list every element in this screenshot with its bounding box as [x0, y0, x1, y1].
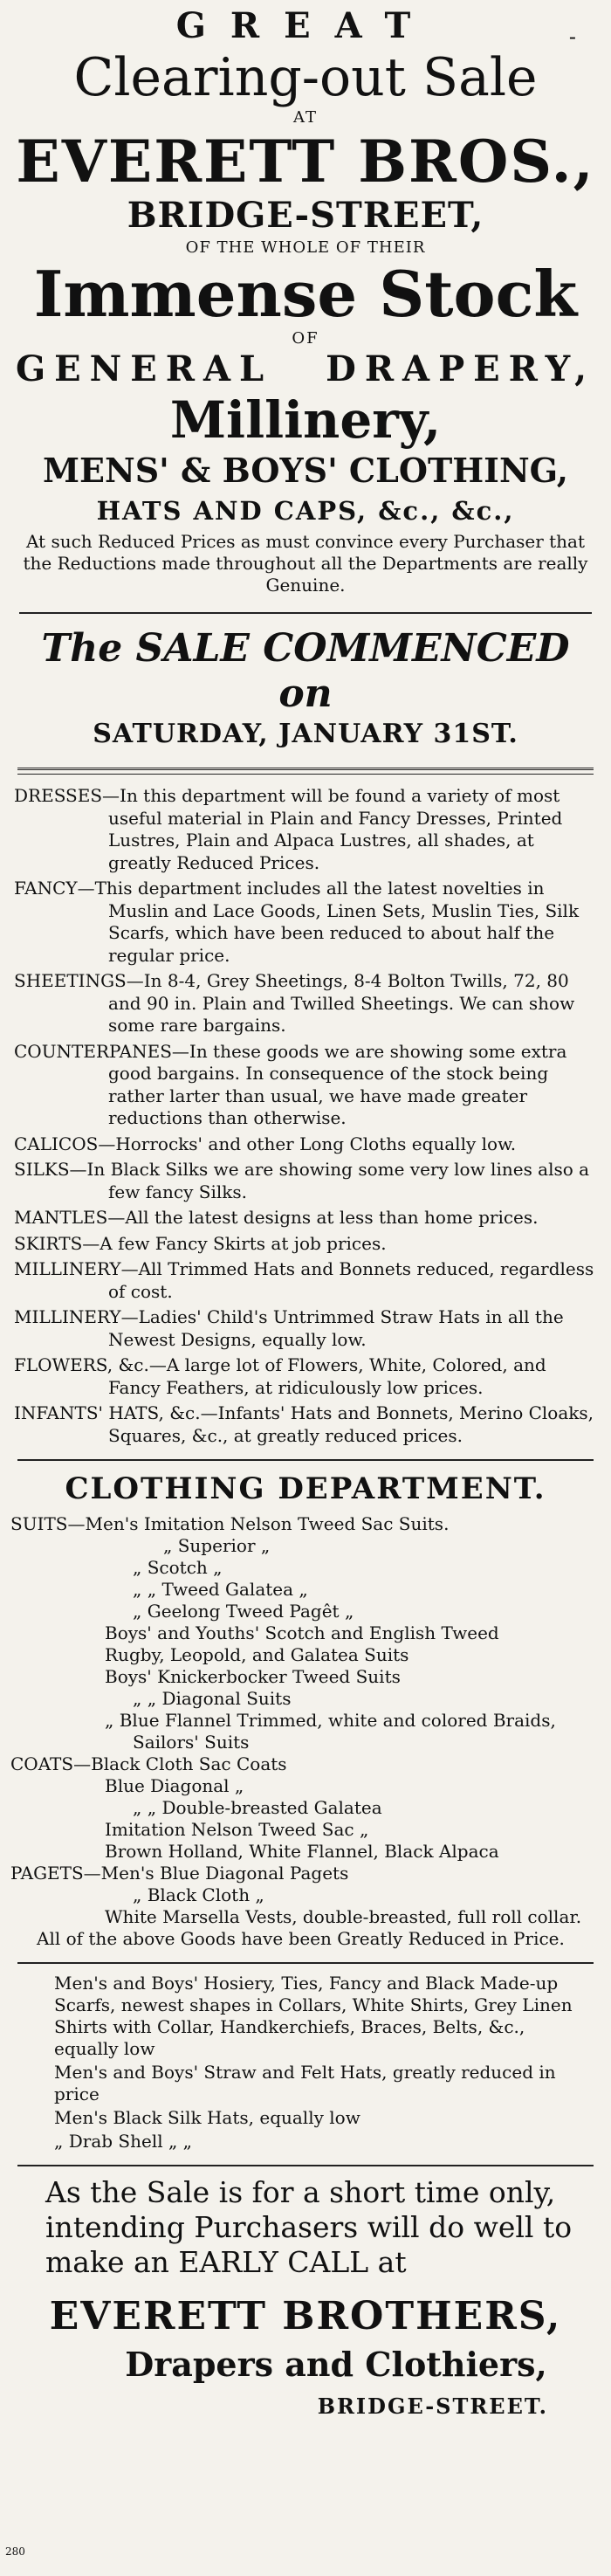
- sale-commenced-heading: The SALE COMMENCED on: [41, 626, 570, 716]
- header-dash: -: [568, 24, 576, 49]
- clothing-line: Rugby, Leopold, and Galatea Suits: [105, 1644, 409, 1665]
- closing-text: As the Sale is for a short time only, intending Purchasers will do well to make an EARLY CALL at: [45, 2175, 573, 2279]
- department-item: MANTLES—All the latest designs at less than home prices.: [14, 1207, 539, 1228]
- department-item: FLOWERS, &c.—A large lot of Flowers, White, Colored, and Fancy Feathers, at ridiculously low prices.: [14, 1354, 546, 1398]
- misc-item: „ Drab Shell „ „: [54, 2131, 193, 2152]
- general-word: GENERAL: [16, 348, 273, 389]
- clothing-line: „ Blue Flannel Trimmed, white and colored Braids,: [105, 1710, 556, 1731]
- clothing-line: COATS—Black Cloth Sac Coats: [10, 1753, 287, 1774]
- clothing-list: [10, 1513, 601, 1928]
- clothing-line: Imitation Nelson Tweed Sac „: [105, 1819, 369, 1840]
- department-item: SHEETINGS—In 8-4, Grey Sheetings, 8-4 Bolton Twills, 72, 80 and 90 in. Plain and Twilled Sheetings. We can show some rare bargains.: [14, 970, 575, 1036]
- sale-date: SATURDAY, JANUARY 31ST.: [93, 719, 518, 749]
- at-label: AT: [292, 108, 319, 127]
- department-item: FANCY—This department includes all the latest novelties in Muslin and Lace Goods, Linen Sets, Muslin Ties, Silk Scarfs, which have been reduced to about half the regular price.: [14, 878, 580, 966]
- double-divider: [17, 768, 594, 775]
- divider: [19, 612, 592, 614]
- clothing-line: „ „ Diagonal Suits: [133, 1688, 292, 1709]
- general-drapery-heading: [10, 348, 601, 391]
- clothing-line: „ „ Tweed Galatea „: [133, 1579, 308, 1600]
- firm-name: EVERETT BROS.,: [16, 127, 595, 196]
- footer-firm-name: EVERETT BROTHERS,: [49, 2294, 562, 2338]
- clothing-line: „ Scotch „: [133, 1557, 223, 1578]
- clothing-line: „ Geelong Tweed Pagêt „: [133, 1601, 354, 1622]
- of-label: OF: [292, 329, 319, 348]
- footer-street: BRIDGE-STREET.: [317, 2393, 548, 2419]
- hats-heading: HATS AND CAPS, &c., &c.,: [96, 496, 515, 526]
- misc-list: [10, 1973, 601, 2152]
- clothing-line: Boys' and Youths' Scotch and English Tweed: [105, 1622, 499, 1643]
- misc-item: Men's Black Silk Hats, equally low: [54, 2107, 360, 2128]
- clothing-line: PAGETS—Men's Blue Diagonal Pagets: [10, 1863, 349, 1884]
- clothing-department-heading: CLOTHING DEPARTMENT.: [65, 1471, 546, 1506]
- clothing-line: Brown Holland, White Flannel, Black Alpaca: [105, 1841, 499, 1862]
- whole-of-their-label: OF THE WHOLE OF THEIR: [185, 238, 426, 257]
- department-item: SILKS—In Black Silks we are showing some very low lines also a few fancy Silks.: [14, 1159, 590, 1202]
- divider: [17, 1459, 594, 1461]
- department-item: SKIRTS—A few Fancy Skirts at job prices.: [14, 1232, 387, 1254]
- department-item: COUNTERPANES—In these goods we are showing some extra good bargains. In consequence of the stock being rather larter than usual, we have made greater reductions than otherwise.: [14, 1040, 567, 1128]
- department-item: DRESSES—In this department will be found a variety of most useful material in Plain and Fancy Dresses, Printed Lustres, Plain and Alpaca Lustres, all shades, at greatly Reduced Prices.: [14, 785, 563, 873]
- clothing-line: Sailors' Suits: [133, 1732, 250, 1753]
- footer-trade: Drapers and Clothiers,: [125, 2345, 547, 2384]
- clothing-line: Blue Diagonal „: [105, 1775, 244, 1796]
- clothing-line: „ Superior „: [163, 1535, 271, 1556]
- millinery-heading: Millinery,: [169, 390, 442, 450]
- department-item: MILLINERY—Ladies' Child's Untrimmed Straw Hats in all the Newest Designs, equally low.: [14, 1306, 564, 1350]
- great-heading: GREAT: [175, 5, 436, 46]
- department-list: [10, 785, 601, 1447]
- intro-text: At such Reduced Prices as must convince every Purchaser that the Reductions made throughout all the Departments are really Genuine.: [23, 531, 588, 596]
- clothing-heading: MENS' & BOYS' CLOTHING,: [42, 451, 569, 490]
- department-item: MILLINERY—All Trimmed Hats and Bonnets reduced, regardless of cost.: [14, 1258, 594, 1302]
- divider: [17, 2165, 594, 2166]
- clothing-line: „ „ Double-breasted Galatea: [133, 1797, 382, 1818]
- misc-item: Men's and Boys' Hosiery, Ties, Fancy and Black Made-up Scarfs, newest shapes in Collars, White Shirts, Grey Linen Shirts with Collar, Handkerchiefs, Braces, Belts, &c., equally low: [54, 1973, 573, 2059]
- price-note: All of the above Goods have been Greatly Reduced in Price.: [37, 1928, 565, 1949]
- clothing-line: White Marsella Vests, double-breasted, full roll collar.: [105, 1906, 582, 1927]
- page-number: 280: [5, 2545, 25, 2558]
- immense-stock-heading: Immense Stock: [33, 257, 578, 331]
- clearing-sale-heading: Clearing-out Sale: [73, 47, 538, 108]
- clothing-line: SUITS—Men's Imitation Nelson Tweed Sac Suits.: [10, 1513, 450, 1534]
- department-item: CALICOS—Horrocks' and other Long Cloths equally low.: [14, 1133, 517, 1154]
- department-item: INFANTS' HATS, &c.—Infants' Hats and Bonnets, Merino Cloaks, Squares, &c., at greatly reduced prices.: [14, 1402, 594, 1446]
- drapery-word: DRAPERY,: [326, 348, 595, 389]
- street-name: BRIDGE-STREET,: [127, 195, 484, 236]
- clothing-line: „ Black Cloth „: [133, 1884, 264, 1905]
- divider: [17, 1962, 594, 1964]
- clothing-line: Boys' Knickerbocker Tweed Suits: [105, 1666, 401, 1687]
- misc-item: Men's and Boys' Straw and Felt Hats, greatly reduced in price: [54, 2062, 556, 2104]
